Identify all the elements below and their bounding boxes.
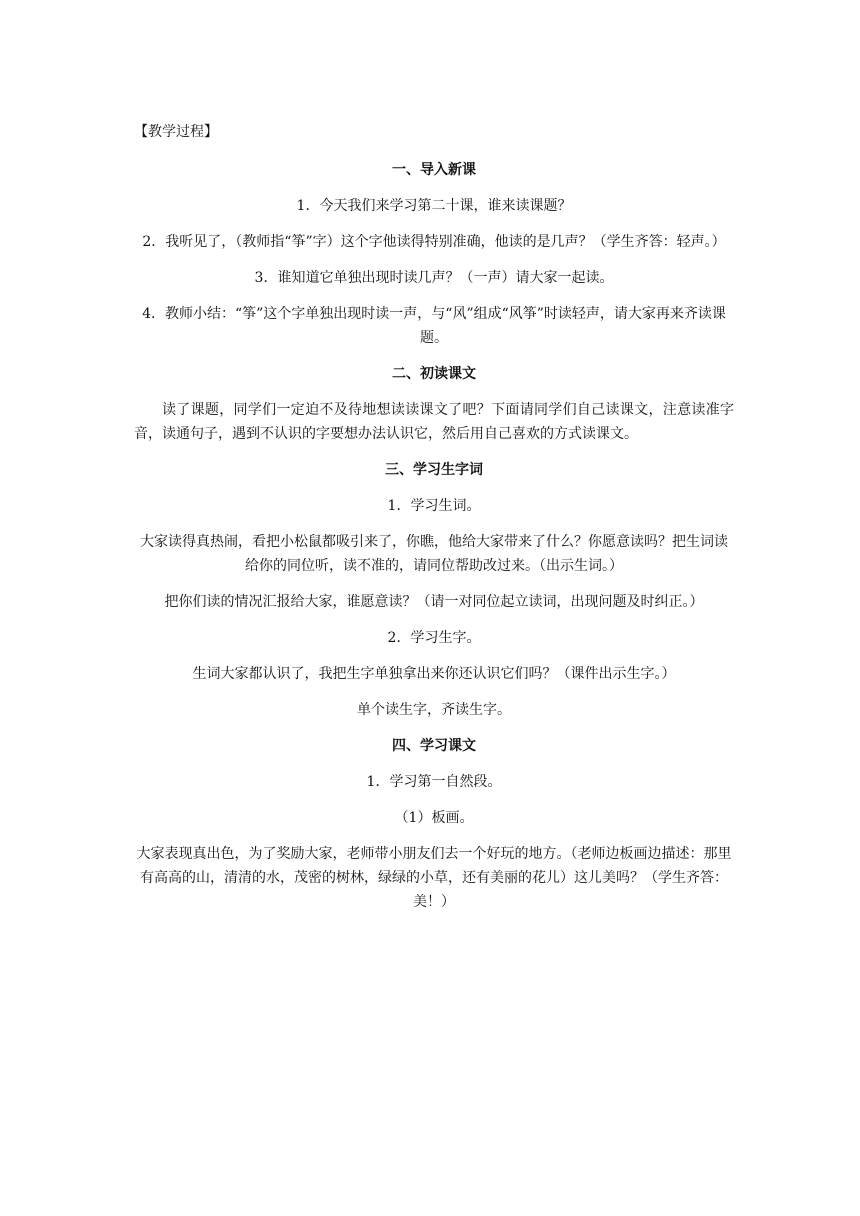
document-body (134, 120, 734, 926)
paragraph: 把你们读的情况汇报给大家，谁愿意读？（请一对同位起立读词，出现问题及时纠正。） (164, 594, 704, 610)
paragraph: 1．学习第一自然段。 (366, 774, 502, 790)
paragraph: 3．谁知道它单独出现时读几声？（一声）请大家一起读。 (254, 270, 614, 286)
paragraph: 大家读得真热闹，看把小松鼠都吸引来了，你瞧，他给大家带来了什么？你愿意读吗？把生词读给你的同位听，读不准的，请同位帮助改过来。（出示生词。） (140, 534, 728, 574)
paragraph: 读了课题，同学们一定迫不及待地想读读课文了吧？下面请同学们自己读课文，注意读准字音，读通句子，遇到不认识的字要想办法认识它，然后用自己喜欢的方式读课文。 (134, 402, 734, 442)
paragraph: 1．学习生词。 (387, 498, 481, 514)
paragraph: 2．我听见了，（教师指“筝”字）这个字他读得特别准确，他读的是几声？（学生齐答：轻声。） (142, 234, 726, 250)
paragraph: （1）板画。 (394, 810, 474, 826)
section-heading-2: 二、初读课文 (392, 366, 476, 382)
paragraph: 生词大家都认识了，我把生字单独拿出来你还认识它们吗？（课件出示生字。） (192, 666, 676, 682)
section-label-teaching-process: 【教学过程】 (134, 124, 218, 140)
section-heading-4: 四、学习课文 (392, 738, 476, 754)
section-heading-3: 三、学习生字词 (385, 462, 483, 478)
paragraph: 大家表现真出色，为了奖励大家，老师带小朋友们去一个好玩的地方。（老师边板画边描述：那里有高高的山，清清的水，茂密的树林，绿绿的小草，还有美丽的花儿）这儿美吗？（学生齐答：美！） (136, 846, 732, 910)
paragraph: 单个读生字，齐读生字。 (357, 702, 511, 718)
section-heading-1: 一、导入新课 (392, 162, 476, 178)
paragraph: 2．学习生字。 (387, 630, 481, 646)
paragraph: 1．今天我们来学习第二十课，谁来读课题？ (296, 198, 572, 214)
paragraph: 4．教师小结：“筝”这个字单独出现时读一声，与“风”组成“风筝”时读轻声，请大家再来齐读课题。 (142, 306, 726, 346)
